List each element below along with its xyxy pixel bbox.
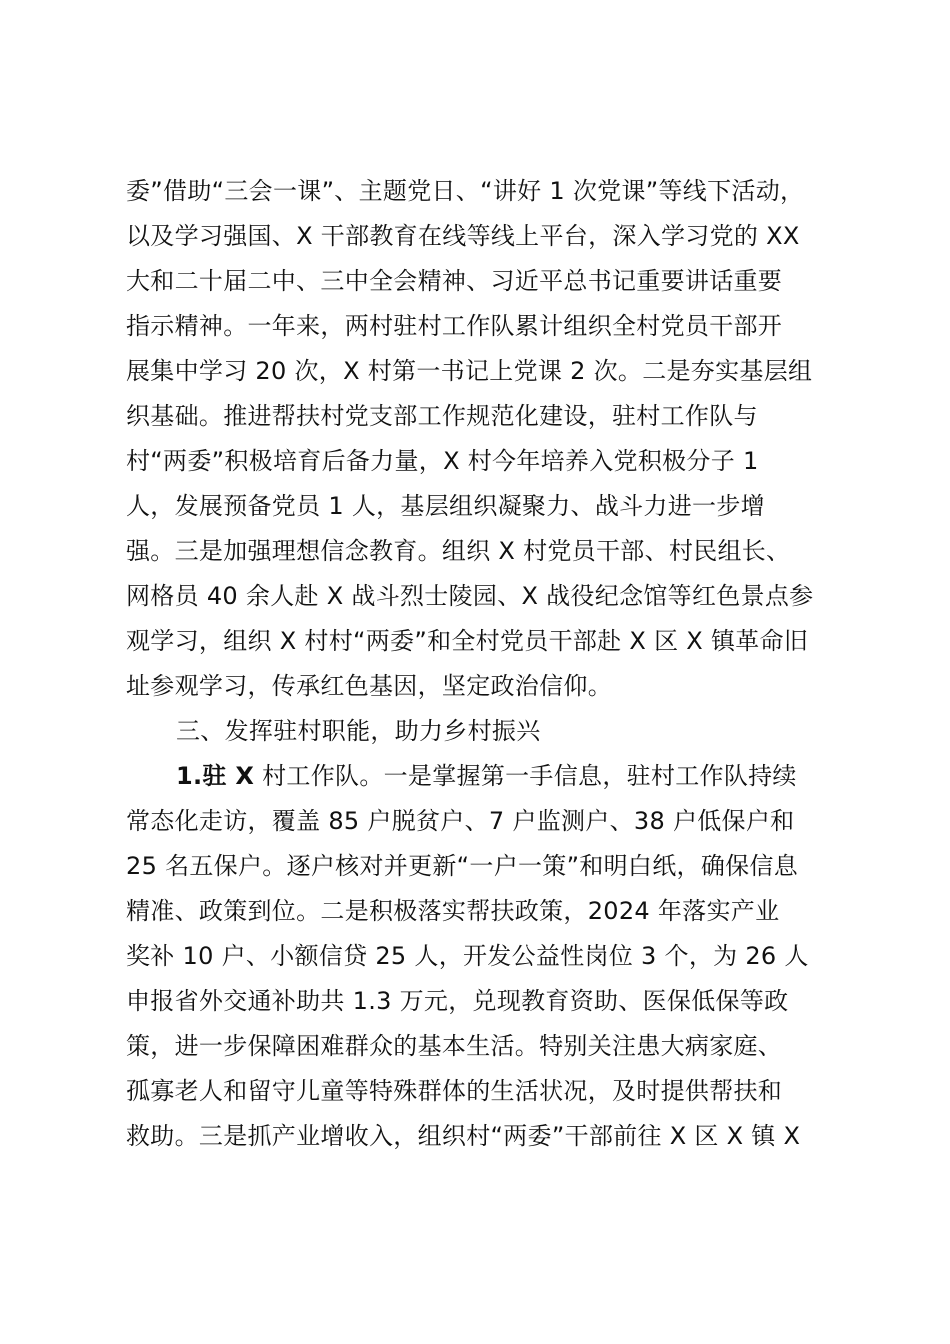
body-text-line: 以及学习强国、X 干部教育在线等线上平台，深入学习党的 XX bbox=[126, 222, 800, 250]
body-text-line: 策，进一步保障困难群众的基本生活。特别关注患大病家庭、 bbox=[126, 1032, 783, 1060]
body-text-line: 25 名五保户。逐户核对并更新“一户一策”和明白纸，确保信息 bbox=[126, 852, 799, 880]
body-text-line: 观学习，组织 X 村村“两委”和全村党员干部赴 X 区 X 镇革命旧 bbox=[126, 627, 809, 655]
body-text-line: 网格员 40 余人赴 X 战斗烈士陵园、X 战役纪念馆等红色景点参 bbox=[126, 582, 814, 610]
body-text-line: 大和二十届二中、三中全会精神、习近平总书记重要讲话重要 bbox=[126, 267, 783, 295]
body-text-line: 强。三是加强理想信念教育。组织 X 村党员干部、村民组长、 bbox=[126, 537, 791, 565]
body-text-line: 址参观学习，传承红色基因，坚定政治信仰。 bbox=[126, 672, 612, 700]
body-text-line: 精准、政策到位。二是积极落实帮扶政策，2024 年落实产业 bbox=[126, 897, 780, 925]
body-text-line: 奖补 10 户、小额信贷 25 人，开发公益性岗位 3 个，为 26 人 bbox=[126, 942, 809, 970]
body-text-line: 申报省外交通补助共 1.3 万元，兑现教育资助、医保低保等政 bbox=[126, 987, 789, 1015]
body-text-line: 展集中学习 20 次，X 村第一书记上党课 2 次。二是夯实基层组 bbox=[126, 357, 813, 385]
section-heading: 三、发挥驻村职能，助力乡村振兴 bbox=[176, 717, 541, 745]
body-text-line: 织基础。推进帮扶村党支部工作规范化建设，驻村工作队与 bbox=[126, 402, 758, 430]
body-text-line: 常态化走访，覆盖 85 户脱贫户、7 户监测户、38 户低保户和 bbox=[126, 807, 795, 835]
subsection-first-line bbox=[176, 755, 797, 797]
body-text-line: 委”借助“三会一课”、主题党日、“讲好 1 次党课”等线下活动， bbox=[126, 177, 805, 205]
body-text-line: 指示精神。一年来，两村驻村工作队累计组织全村党员干部开 bbox=[126, 312, 783, 340]
body-text-line: 人，发展预备党员 1 人，基层组织凝聚力、战斗力进一步增 bbox=[126, 492, 765, 520]
subsection-heading: 1.驻 X bbox=[176, 762, 255, 790]
body-text-line: 村“两委”积极培育后备力量，X 村今年培养入党积极分子 1 bbox=[126, 447, 759, 475]
body-text-line: 孤寡老人和留守儿童等特殊群体的生活状况，及时提供帮扶和 bbox=[126, 1077, 783, 1105]
body-text-line: 救助。三是抓产业增收入，组织村“两委”干部前往 X 区 X 镇 X bbox=[126, 1122, 801, 1150]
subsection-first-line-text: 村工作队。一是掌握第一手信息，驻村工作队持续 bbox=[254, 762, 797, 790]
